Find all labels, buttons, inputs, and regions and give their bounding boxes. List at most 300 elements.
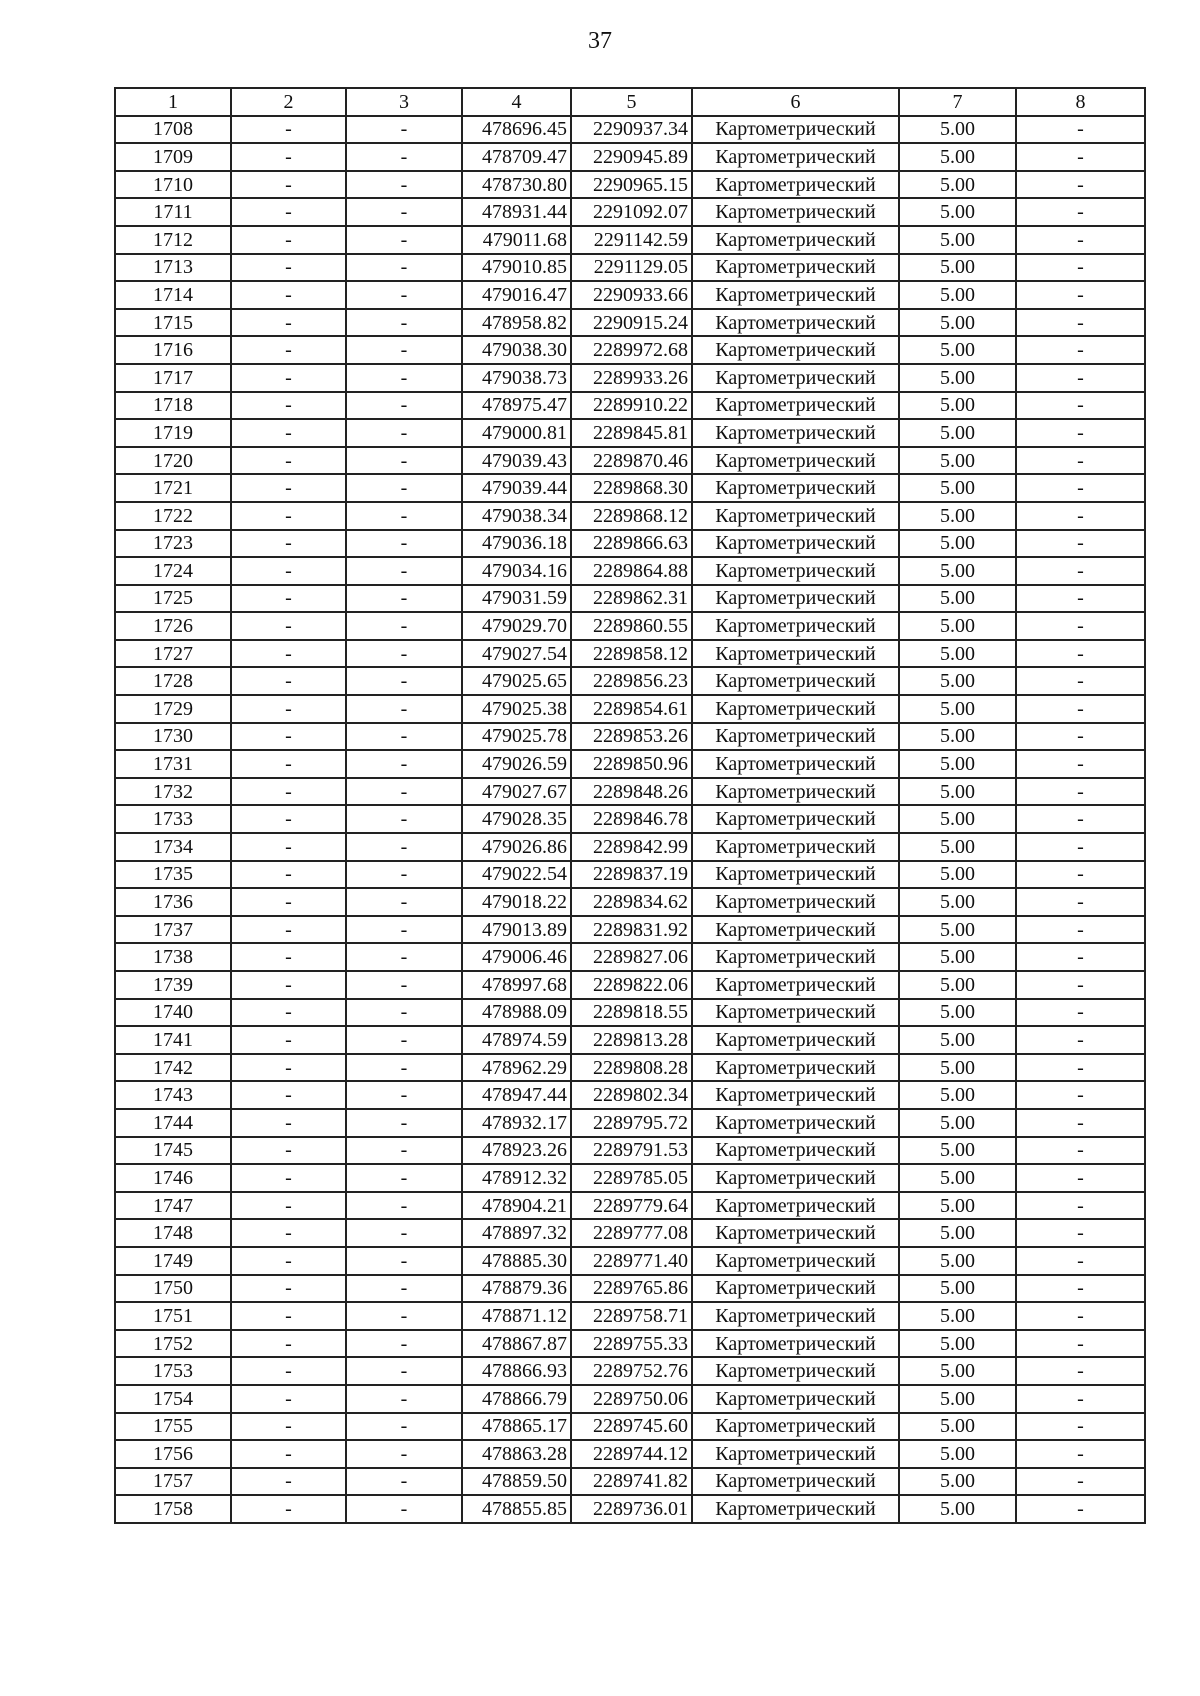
- x-coordinate-cell: 479026.59: [462, 750, 571, 778]
- y-coordinate-cell: 2289862.31: [571, 585, 692, 613]
- method-cell: Картометрический: [692, 1440, 899, 1468]
- accuracy-cell: 5.00: [899, 1385, 1016, 1413]
- col8-value-cell: -: [1016, 1247, 1145, 1275]
- table-row: [115, 943, 1145, 971]
- point-number-cell: 1736: [115, 888, 231, 916]
- point-number-cell: 1741: [115, 1026, 231, 1054]
- x-coordinate-cell: 479038.73: [462, 364, 571, 392]
- col2-value-cell: -: [231, 198, 346, 226]
- table-row: [115, 1026, 1145, 1054]
- y-coordinate-cell: 2290937.34: [571, 116, 692, 144]
- method-cell: Картометрический: [692, 1081, 899, 1109]
- col2-value-cell: -: [231, 1385, 346, 1413]
- table-row: [115, 171, 1145, 199]
- x-coordinate-cell: 479027.67: [462, 778, 571, 806]
- point-number-cell: 1709: [115, 143, 231, 171]
- accuracy-cell: 5.00: [899, 612, 1016, 640]
- col2-value-cell: -: [231, 336, 346, 364]
- col8-value-cell: -: [1016, 1385, 1145, 1413]
- col8-value-cell: -: [1016, 1219, 1145, 1247]
- table-row: [115, 309, 1145, 337]
- x-coordinate-cell: 479031.59: [462, 585, 571, 613]
- point-number-cell: 1733: [115, 805, 231, 833]
- x-coordinate-cell: 479029.70: [462, 612, 571, 640]
- col3-value-cell: -: [346, 585, 462, 613]
- column-header-4: 4: [462, 88, 571, 116]
- accuracy-cell: 5.00: [899, 1275, 1016, 1303]
- col3-value-cell: -: [346, 116, 462, 144]
- table-row: [115, 530, 1145, 558]
- column-header-3: 3: [346, 88, 462, 116]
- x-coordinate-cell: 478947.44: [462, 1081, 571, 1109]
- col3-value-cell: -: [346, 833, 462, 861]
- method-cell: Картометрический: [692, 1247, 899, 1275]
- x-coordinate-cell: 478865.17: [462, 1413, 571, 1441]
- method-cell: Картометрический: [692, 833, 899, 861]
- col2-value-cell: -: [231, 943, 346, 971]
- accuracy-cell: 5.00: [899, 116, 1016, 144]
- accuracy-cell: 5.00: [899, 336, 1016, 364]
- col2-value-cell: -: [231, 557, 346, 585]
- table-row: [115, 392, 1145, 420]
- x-coordinate-cell: 479039.44: [462, 474, 571, 502]
- accuracy-cell: 5.00: [899, 171, 1016, 199]
- col2-value-cell: -: [231, 1054, 346, 1082]
- method-cell: Картометрический: [692, 171, 899, 199]
- method-cell: Картометрический: [692, 1109, 899, 1137]
- point-number-cell: 1750: [115, 1275, 231, 1303]
- point-number-cell: 1711: [115, 198, 231, 226]
- col8-value-cell: -: [1016, 805, 1145, 833]
- accuracy-cell: 5.00: [899, 833, 1016, 861]
- col2-value-cell: -: [231, 778, 346, 806]
- y-coordinate-cell: 2289765.86: [571, 1275, 692, 1303]
- column-header-6: 6: [692, 88, 899, 116]
- x-coordinate-cell: 479013.89: [462, 916, 571, 944]
- accuracy-cell: 5.00: [899, 474, 1016, 502]
- col3-value-cell: -: [346, 1302, 462, 1330]
- accuracy-cell: 5.00: [899, 1219, 1016, 1247]
- x-coordinate-cell: 478904.21: [462, 1192, 571, 1220]
- point-number-cell: 1745: [115, 1137, 231, 1165]
- point-number-cell: 1720: [115, 447, 231, 475]
- col8-value-cell: -: [1016, 612, 1145, 640]
- y-coordinate-cell: 2289868.12: [571, 502, 692, 530]
- point-number-cell: 1719: [115, 419, 231, 447]
- col8-value-cell: -: [1016, 1468, 1145, 1496]
- method-cell: Картометрический: [692, 943, 899, 971]
- table-row: [115, 116, 1145, 144]
- point-number-cell: 1729: [115, 695, 231, 723]
- method-cell: Картометрический: [692, 861, 899, 889]
- accuracy-cell: 5.00: [899, 723, 1016, 751]
- col8-value-cell: -: [1016, 502, 1145, 530]
- col2-value-cell: -: [231, 281, 346, 309]
- col3-value-cell: -: [346, 474, 462, 502]
- point-number-cell: 1731: [115, 750, 231, 778]
- col8-value-cell: -: [1016, 1137, 1145, 1165]
- col3-value-cell: -: [346, 557, 462, 585]
- x-coordinate-cell: 479026.86: [462, 833, 571, 861]
- table-row: [115, 695, 1145, 723]
- table-row: [115, 778, 1145, 806]
- col2-value-cell: -: [231, 1164, 346, 1192]
- col8-value-cell: -: [1016, 226, 1145, 254]
- point-number-cell: 1732: [115, 778, 231, 806]
- accuracy-cell: 5.00: [899, 1026, 1016, 1054]
- point-number-cell: 1735: [115, 861, 231, 889]
- table-row: [115, 1192, 1145, 1220]
- table-row: [115, 888, 1145, 916]
- col2-value-cell: -: [231, 723, 346, 751]
- col3-value-cell: -: [346, 916, 462, 944]
- col2-value-cell: -: [231, 667, 346, 695]
- col2-value-cell: -: [231, 1413, 346, 1441]
- y-coordinate-cell: 2289750.06: [571, 1385, 692, 1413]
- col8-value-cell: -: [1016, 778, 1145, 806]
- x-coordinate-cell: 479000.81: [462, 419, 571, 447]
- table-row: [115, 640, 1145, 668]
- col3-value-cell: -: [346, 281, 462, 309]
- x-coordinate-cell: 479025.78: [462, 723, 571, 751]
- accuracy-cell: 5.00: [899, 198, 1016, 226]
- point-number-cell: 1716: [115, 336, 231, 364]
- col3-value-cell: -: [346, 502, 462, 530]
- col8-value-cell: -: [1016, 585, 1145, 613]
- method-cell: Картометрический: [692, 530, 899, 558]
- accuracy-cell: 5.00: [899, 943, 1016, 971]
- col3-value-cell: -: [346, 309, 462, 337]
- col3-value-cell: -: [346, 943, 462, 971]
- col3-value-cell: -: [346, 1468, 462, 1496]
- accuracy-cell: 5.00: [899, 419, 1016, 447]
- method-cell: Картометрический: [692, 1495, 899, 1523]
- table-row: [115, 1302, 1145, 1330]
- col3-value-cell: -: [346, 364, 462, 392]
- col2-value-cell: -: [231, 833, 346, 861]
- table-row: [115, 1247, 1145, 1275]
- col3-value-cell: -: [346, 447, 462, 475]
- col8-value-cell: -: [1016, 667, 1145, 695]
- column-header-5: 5: [571, 88, 692, 116]
- x-coordinate-cell: 478696.45: [462, 116, 571, 144]
- accuracy-cell: 5.00: [899, 1330, 1016, 1358]
- accuracy-cell: 5.00: [899, 861, 1016, 889]
- table-row: [115, 1385, 1145, 1413]
- table-row: [115, 1440, 1145, 1468]
- x-coordinate-cell: 478932.17: [462, 1109, 571, 1137]
- col2-value-cell: -: [231, 695, 346, 723]
- x-coordinate-cell: 479038.30: [462, 336, 571, 364]
- x-coordinate-cell: 479034.16: [462, 557, 571, 585]
- method-cell: Картометрический: [692, 640, 899, 668]
- col3-value-cell: -: [346, 336, 462, 364]
- method-cell: Картометрический: [692, 474, 899, 502]
- table-header-row: [115, 88, 1145, 116]
- col8-value-cell: -: [1016, 254, 1145, 282]
- y-coordinate-cell: 2289972.68: [571, 336, 692, 364]
- accuracy-cell: 5.00: [899, 1495, 1016, 1523]
- accuracy-cell: 5.00: [899, 447, 1016, 475]
- point-number-cell: 1727: [115, 640, 231, 668]
- col2-value-cell: -: [231, 1275, 346, 1303]
- method-cell: Картометрический: [692, 392, 899, 420]
- point-number-cell: 1746: [115, 1164, 231, 1192]
- method-cell: Картометрический: [692, 888, 899, 916]
- method-cell: Картометрический: [692, 281, 899, 309]
- col3-value-cell: -: [346, 723, 462, 751]
- point-number-cell: 1714: [115, 281, 231, 309]
- x-coordinate-cell: 479025.65: [462, 667, 571, 695]
- x-coordinate-cell: 478962.29: [462, 1054, 571, 1082]
- y-coordinate-cell: 2289755.33: [571, 1330, 692, 1358]
- col8-value-cell: -: [1016, 1275, 1145, 1303]
- table-row: [115, 226, 1145, 254]
- col8-value-cell: -: [1016, 392, 1145, 420]
- col2-value-cell: -: [231, 530, 346, 558]
- method-cell: Картометрический: [692, 254, 899, 282]
- col3-value-cell: -: [346, 143, 462, 171]
- column-header-2: 2: [231, 88, 346, 116]
- method-cell: Картометрический: [692, 1137, 899, 1165]
- method-cell: Картометрический: [692, 612, 899, 640]
- x-coordinate-cell: 479016.47: [462, 281, 571, 309]
- table-row: [115, 971, 1145, 999]
- col8-value-cell: -: [1016, 971, 1145, 999]
- table-row: [115, 1219, 1145, 1247]
- table-row: [115, 198, 1145, 226]
- method-cell: Картометрический: [692, 1219, 899, 1247]
- col3-value-cell: -: [346, 530, 462, 558]
- table-row: [115, 281, 1145, 309]
- accuracy-cell: 5.00: [899, 1192, 1016, 1220]
- y-coordinate-cell: 2289837.19: [571, 861, 692, 889]
- col3-value-cell: -: [346, 1440, 462, 1468]
- y-coordinate-cell: 2289758.71: [571, 1302, 692, 1330]
- y-coordinate-cell: 2289736.01: [571, 1495, 692, 1523]
- col8-value-cell: -: [1016, 281, 1145, 309]
- col3-value-cell: -: [346, 888, 462, 916]
- accuracy-cell: 5.00: [899, 971, 1016, 999]
- col8-value-cell: -: [1016, 1495, 1145, 1523]
- table-row: [115, 1054, 1145, 1082]
- col8-value-cell: -: [1016, 171, 1145, 199]
- y-coordinate-cell: 2291129.05: [571, 254, 692, 282]
- col8-value-cell: -: [1016, 530, 1145, 558]
- point-number-cell: 1752: [115, 1330, 231, 1358]
- y-coordinate-cell: 2289860.55: [571, 612, 692, 640]
- table-row: [115, 557, 1145, 585]
- col8-value-cell: -: [1016, 943, 1145, 971]
- accuracy-cell: 5.00: [899, 281, 1016, 309]
- col3-value-cell: -: [346, 612, 462, 640]
- point-number-cell: 1756: [115, 1440, 231, 1468]
- col2-value-cell: -: [231, 640, 346, 668]
- x-coordinate-cell: 478897.32: [462, 1219, 571, 1247]
- col2-value-cell: -: [231, 750, 346, 778]
- col2-value-cell: -: [231, 226, 346, 254]
- table-row: [115, 750, 1145, 778]
- x-coordinate-cell: 479006.46: [462, 943, 571, 971]
- table-row: [115, 1109, 1145, 1137]
- accuracy-cell: 5.00: [899, 805, 1016, 833]
- col3-value-cell: -: [346, 971, 462, 999]
- accuracy-cell: 5.00: [899, 364, 1016, 392]
- method-cell: Картометрический: [692, 1275, 899, 1303]
- col2-value-cell: -: [231, 888, 346, 916]
- col2-value-cell: -: [231, 309, 346, 337]
- x-coordinate-cell: 478730.80: [462, 171, 571, 199]
- y-coordinate-cell: 2289771.40: [571, 1247, 692, 1275]
- point-number-cell: 1740: [115, 999, 231, 1027]
- col2-value-cell: -: [231, 1495, 346, 1523]
- point-number-cell: 1712: [115, 226, 231, 254]
- point-number-cell: 1751: [115, 1302, 231, 1330]
- col2-value-cell: -: [231, 143, 346, 171]
- method-cell: Картометрический: [692, 971, 899, 999]
- point-number-cell: 1710: [115, 171, 231, 199]
- accuracy-cell: 5.00: [899, 1109, 1016, 1137]
- column-header-7: 7: [899, 88, 1016, 116]
- x-coordinate-cell: 478866.93: [462, 1357, 571, 1385]
- x-coordinate-cell: 478866.79: [462, 1385, 571, 1413]
- col8-value-cell: -: [1016, 116, 1145, 144]
- col2-value-cell: -: [231, 171, 346, 199]
- table-row: [115, 447, 1145, 475]
- y-coordinate-cell: 2290945.89: [571, 143, 692, 171]
- x-coordinate-cell: 478859.50: [462, 1468, 571, 1496]
- table-row: [115, 1357, 1145, 1385]
- method-cell: Картометрический: [692, 916, 899, 944]
- x-coordinate-cell: 479027.54: [462, 640, 571, 668]
- y-coordinate-cell: 2289858.12: [571, 640, 692, 668]
- method-cell: Картометрический: [692, 723, 899, 751]
- y-coordinate-cell: 2289845.81: [571, 419, 692, 447]
- col3-value-cell: -: [346, 861, 462, 889]
- x-coordinate-cell: 479011.68: [462, 226, 571, 254]
- table-row: [115, 1413, 1145, 1441]
- table-row: [115, 336, 1145, 364]
- col3-value-cell: -: [346, 1026, 462, 1054]
- accuracy-cell: 5.00: [899, 1357, 1016, 1385]
- col3-value-cell: -: [346, 1275, 462, 1303]
- col2-value-cell: -: [231, 392, 346, 420]
- table-row: [115, 143, 1145, 171]
- col8-value-cell: -: [1016, 888, 1145, 916]
- accuracy-cell: 5.00: [899, 585, 1016, 613]
- method-cell: Картометрический: [692, 1054, 899, 1082]
- x-coordinate-cell: 479022.54: [462, 861, 571, 889]
- y-coordinate-cell: 2289933.26: [571, 364, 692, 392]
- col3-value-cell: -: [346, 778, 462, 806]
- y-coordinate-cell: 2289808.28: [571, 1054, 692, 1082]
- table-row: [115, 254, 1145, 282]
- point-number-cell: 1747: [115, 1192, 231, 1220]
- x-coordinate-cell: 478885.30: [462, 1247, 571, 1275]
- col8-value-cell: -: [1016, 419, 1145, 447]
- x-coordinate-cell: 479025.38: [462, 695, 571, 723]
- col8-value-cell: -: [1016, 1192, 1145, 1220]
- y-coordinate-cell: 2291142.59: [571, 226, 692, 254]
- col2-value-cell: -: [231, 1081, 346, 1109]
- x-coordinate-cell: 478931.44: [462, 198, 571, 226]
- col8-value-cell: -: [1016, 695, 1145, 723]
- table-row: [115, 1330, 1145, 1358]
- y-coordinate-cell: 2289864.88: [571, 557, 692, 585]
- col8-value-cell: -: [1016, 198, 1145, 226]
- y-coordinate-cell: 2289822.06: [571, 971, 692, 999]
- table-row: [115, 861, 1145, 889]
- accuracy-cell: 5.00: [899, 750, 1016, 778]
- method-cell: Картометрический: [692, 1413, 899, 1441]
- x-coordinate-cell: 478871.12: [462, 1302, 571, 1330]
- col8-value-cell: -: [1016, 364, 1145, 392]
- accuracy-cell: 5.00: [899, 695, 1016, 723]
- x-coordinate-cell: 478975.47: [462, 392, 571, 420]
- table-row: [115, 723, 1145, 751]
- method-cell: Картометрический: [692, 695, 899, 723]
- col3-value-cell: -: [346, 750, 462, 778]
- x-coordinate-cell: 478988.09: [462, 999, 571, 1027]
- col2-value-cell: -: [231, 1468, 346, 1496]
- y-coordinate-cell: 2289752.76: [571, 1357, 692, 1385]
- col8-value-cell: -: [1016, 1357, 1145, 1385]
- y-coordinate-cell: 2289779.64: [571, 1192, 692, 1220]
- col3-value-cell: -: [346, 1495, 462, 1523]
- col2-value-cell: -: [231, 1026, 346, 1054]
- col2-value-cell: -: [231, 1219, 346, 1247]
- y-coordinate-cell: 2289866.63: [571, 530, 692, 558]
- method-cell: Картометрический: [692, 1385, 899, 1413]
- y-coordinate-cell: 2289818.55: [571, 999, 692, 1027]
- method-cell: Картометрический: [692, 1302, 899, 1330]
- accuracy-cell: 5.00: [899, 502, 1016, 530]
- point-number-cell: 1728: [115, 667, 231, 695]
- accuracy-cell: 5.00: [899, 254, 1016, 282]
- point-number-cell: 1734: [115, 833, 231, 861]
- method-cell: Картометрический: [692, 778, 899, 806]
- y-coordinate-cell: 2289745.60: [571, 1413, 692, 1441]
- col2-value-cell: -: [231, 585, 346, 613]
- x-coordinate-cell: 478879.36: [462, 1275, 571, 1303]
- col8-value-cell: -: [1016, 1330, 1145, 1358]
- col8-value-cell: -: [1016, 640, 1145, 668]
- x-coordinate-cell: 478855.85: [462, 1495, 571, 1523]
- point-number-cell: 1757: [115, 1468, 231, 1496]
- point-number-cell: 1708: [115, 116, 231, 144]
- col2-value-cell: -: [231, 116, 346, 144]
- table-row: [115, 364, 1145, 392]
- point-number-cell: 1742: [115, 1054, 231, 1082]
- y-coordinate-cell: 2289870.46: [571, 447, 692, 475]
- method-cell: Картометрический: [692, 116, 899, 144]
- y-coordinate-cell: 2289777.08: [571, 1219, 692, 1247]
- method-cell: Картометрический: [692, 585, 899, 613]
- col8-value-cell: -: [1016, 833, 1145, 861]
- col2-value-cell: -: [231, 254, 346, 282]
- col2-value-cell: -: [231, 1357, 346, 1385]
- point-number-cell: 1713: [115, 254, 231, 282]
- point-number-cell: 1744: [115, 1109, 231, 1137]
- y-coordinate-cell: 2289795.72: [571, 1109, 692, 1137]
- y-coordinate-cell: 2289910.22: [571, 392, 692, 420]
- col3-value-cell: -: [346, 1247, 462, 1275]
- point-number-cell: 1722: [115, 502, 231, 530]
- col3-value-cell: -: [346, 198, 462, 226]
- y-coordinate-cell: 2289827.06: [571, 943, 692, 971]
- col2-value-cell: -: [231, 612, 346, 640]
- col2-value-cell: -: [231, 419, 346, 447]
